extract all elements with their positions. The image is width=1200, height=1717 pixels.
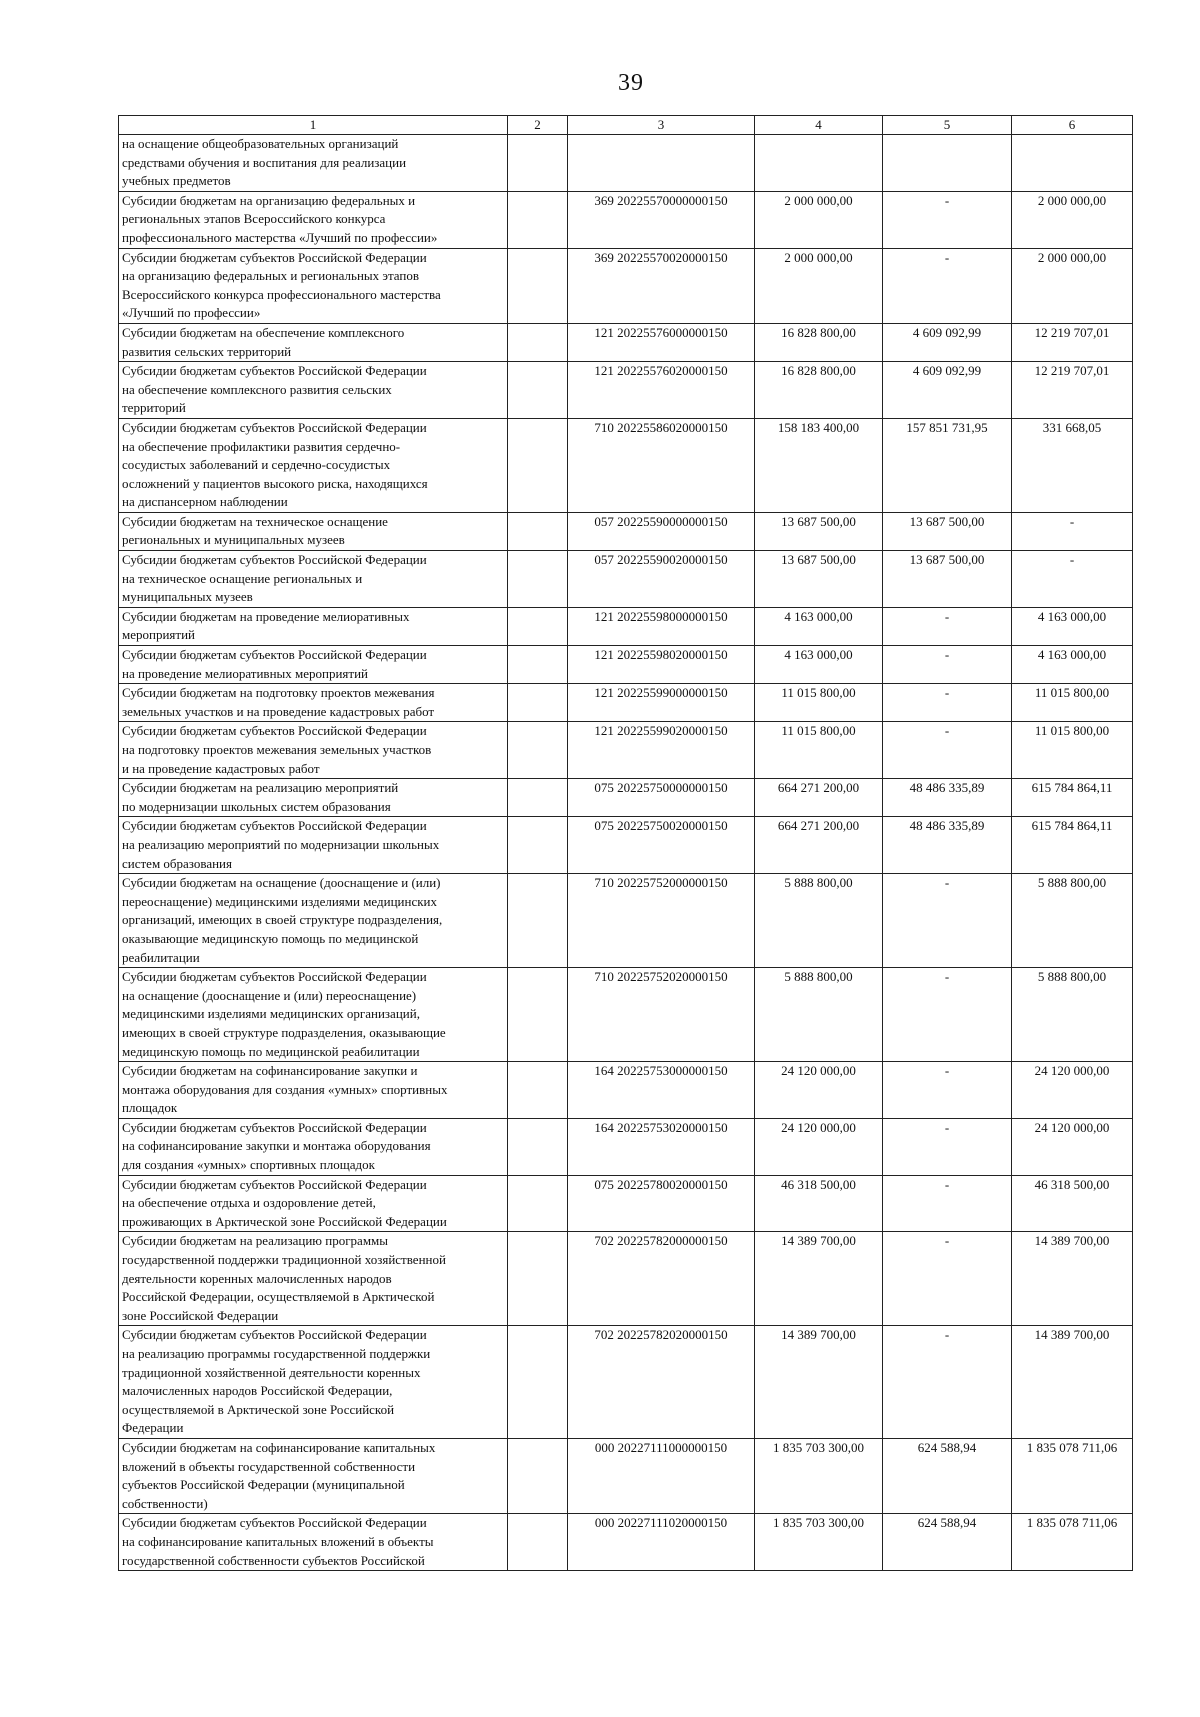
page-number: 39 [618, 70, 644, 96]
row-classification-code: 121 20225599020000150 [568, 722, 755, 779]
table-row [119, 1438, 1133, 1513]
description-line: на подготовку проектов межевания земельных участков [122, 742, 432, 757]
row-value-col4: 4 163 000,00 [755, 646, 883, 684]
table-row [119, 684, 1133, 722]
description-line: монтажа оборудования для создания «умных» спортивных [122, 1081, 448, 1097]
row-value-col4: 664 271 200,00 [755, 779, 883, 817]
description-line: региональных этапов Всероссийского конкурса [122, 211, 386, 227]
description-line: сосудистых заболеваний и сердечно-сосудистых [122, 457, 391, 473]
row-classification-code: 121 20225598000000150 [568, 607, 755, 645]
row-classification-code: 164 20225753020000150 [568, 1118, 755, 1175]
description-line: осуществляемой в Арктической зоне Российской [122, 1401, 395, 1417]
row-column-2 [508, 1232, 568, 1326]
description-line: на оснащение (дооснащение и (или) переоснащение) [122, 987, 417, 1003]
description-line: на оснащение общеобразовательных организаций [122, 136, 399, 151]
row-column-2 [508, 1062, 568, 1119]
table-row [119, 1062, 1133, 1119]
row-value-col4: 14 389 700,00 [755, 1232, 883, 1326]
row-column-2 [508, 1326, 568, 1439]
description-line: медицинскую помощь по медицинской реабилитации [122, 1043, 420, 1059]
row-classification-code: 000 20227111020000150 [568, 1514, 755, 1571]
description-line: Субсидии бюджетам субъектов Российской Федерации [122, 419, 427, 435]
row-description [119, 607, 508, 645]
table-row [119, 779, 1133, 817]
row-value-col4: 2 000 000,00 [755, 191, 883, 248]
description-line: Субсидии бюджетам субъектов Российской Федерации [122, 969, 427, 985]
table-row [119, 722, 1133, 779]
description-line: проживающих в Арктической зоне Российской Федерации [122, 1213, 447, 1229]
row-value-col5: 48 486 335,89 [883, 779, 1012, 817]
row-value-col6: 24 120 000,00 [1012, 1118, 1133, 1175]
description-line: Субсидии бюджетам субъектов Российской Федерации [122, 552, 427, 568]
description-line: Субсидии бюджетам на обеспечение комплексного [122, 324, 405, 340]
row-description [119, 1232, 508, 1326]
row-value-col6: 615 784 864,11 [1012, 817, 1133, 874]
description-line: медицинскими изделиями медицинских организаций, [122, 1006, 420, 1022]
description-line: Субсидии бюджетам на подготовку проектов межевания [122, 685, 435, 701]
row-value-col6: 2 000 000,00 [1012, 248, 1133, 323]
row-value-col6: 331 668,05 [1012, 418, 1133, 512]
description-line: государственной поддержки традиционной хозяйственной [122, 1252, 446, 1268]
description-line: Субсидии бюджетам на оснащение (дооснащение и (или) [122, 875, 441, 891]
description-line: на диспансерном наблюдении [122, 494, 288, 510]
row-value-col4: 13 687 500,00 [755, 512, 883, 550]
row-value-col5: - [883, 1175, 1012, 1232]
row-column-2 [508, 135, 568, 192]
row-classification-code: 121 20225599000000150 [568, 684, 755, 722]
description-line: традиционной хозяйственной деятельности коренных [122, 1364, 421, 1380]
row-value-col5: - [883, 968, 1012, 1062]
row-description [119, 191, 508, 248]
row-description [119, 874, 508, 968]
row-value-col6: 2 000 000,00 [1012, 191, 1133, 248]
row-value-col4: 24 120 000,00 [755, 1062, 883, 1119]
table-row [119, 551, 1133, 608]
row-classification-code: 710 20225586020000150 [568, 418, 755, 512]
description-line: и на проведение кадастровых работ [122, 760, 320, 776]
row-value-col4: 1 835 703 300,00 [755, 1438, 883, 1513]
description-line: на проведение мелиоративных мероприятий [122, 665, 368, 681]
row-value-col5: - [883, 646, 1012, 684]
row-classification-code: 121 20225598020000150 [568, 646, 755, 684]
row-value-col6: - [1012, 551, 1133, 608]
description-line: на реализацию программы государственной поддержки [122, 1346, 431, 1361]
row-classification-code: 369 20225570000000150 [568, 191, 755, 248]
column-header-1: 1 [119, 116, 508, 135]
description-line: систем образования [122, 855, 232, 871]
table-row [119, 646, 1133, 684]
row-value-col5: - [883, 684, 1012, 722]
description-line: для создания «умных» спортивных площадок [122, 1157, 375, 1173]
description-line: Субсидии бюджетам на организацию федеральных и [122, 192, 416, 208]
description-line: по модернизации школьных систем образования [122, 798, 391, 814]
row-value-col6: 4 163 000,00 [1012, 607, 1133, 645]
row-classification-code: 121 20225576000000150 [568, 323, 755, 361]
row-column-2 [508, 817, 568, 874]
row-value-col5 [883, 135, 1012, 192]
description-line: организаций, имеющих в своей структуре подразделения, [122, 912, 443, 928]
column-header-4: 4 [755, 116, 883, 135]
row-value-col5: - [883, 1062, 1012, 1119]
row-column-2 [508, 191, 568, 248]
table-row [119, 1326, 1133, 1439]
row-description [119, 512, 508, 550]
description-line: на организацию федеральных и региональных этапов [122, 268, 420, 284]
row-column-2 [508, 362, 568, 419]
row-classification-code: 121 20225576020000150 [568, 362, 755, 419]
row-value-col4: 2 000 000,00 [755, 248, 883, 323]
table-row [119, 362, 1133, 419]
description-line: осложнений у пациентов высокого риска, находящихся [122, 475, 428, 491]
description-line: Субсидии бюджетам субъектов Российской Федерации [122, 1119, 427, 1135]
row-value-col4: 5 888 800,00 [755, 968, 883, 1062]
row-value-col4: 14 389 700,00 [755, 1326, 883, 1439]
row-value-col5: - [883, 1326, 1012, 1439]
row-description [119, 968, 508, 1062]
row-column-2 [508, 1514, 568, 1571]
row-description [119, 1438, 508, 1513]
description-line: Всероссийского конкурса профессионального мастерства [122, 286, 441, 302]
row-column-2 [508, 684, 568, 722]
description-line: региональных и муниципальных музеев [122, 532, 345, 548]
description-line: Субсидии бюджетам субъектов Российской Федерации [122, 647, 427, 663]
row-column-2 [508, 1438, 568, 1513]
row-description [119, 1514, 508, 1571]
row-classification-code: 702 20225782000000150 [568, 1232, 755, 1326]
row-value-col5: - [883, 1232, 1012, 1326]
row-value-col5: 624 588,94 [883, 1514, 1012, 1571]
table-row [119, 135, 1133, 192]
row-value-col4: 16 828 800,00 [755, 323, 883, 361]
row-description [119, 323, 508, 361]
row-value-col6 [1012, 135, 1133, 192]
row-column-2 [508, 1175, 568, 1232]
description-line: на софинансирование капитальных вложений в объекты [122, 1533, 434, 1549]
description-line: средствами обучения и воспитания для реализации [122, 154, 407, 170]
description-line: учебных предметов [122, 173, 231, 189]
row-value-col5: - [883, 722, 1012, 779]
column-header-5: 5 [883, 116, 1012, 135]
row-value-col4: 11 015 800,00 [755, 684, 883, 722]
row-value-col6: 12 219 707,01 [1012, 323, 1133, 361]
row-classification-code: 710 20225752000000150 [568, 874, 755, 968]
row-value-col5: 4 609 092,99 [883, 323, 1012, 361]
row-value-col6: 1 835 078 711,06 [1012, 1438, 1133, 1513]
row-description [119, 1326, 508, 1439]
description-line: Субсидии бюджетам субъектов Российской Федерации [122, 818, 427, 834]
description-line: Субсидии бюджетам на техническое оснащение [122, 513, 388, 529]
row-value-col4: 158 183 400,00 [755, 418, 883, 512]
description-line: реабилитации [122, 949, 200, 965]
row-description [119, 684, 508, 722]
table-row [119, 607, 1133, 645]
description-line: зоне Российской Федерации [122, 1307, 279, 1323]
row-value-col5: 13 687 500,00 [883, 512, 1012, 550]
table-row [119, 968, 1133, 1062]
table-row [119, 512, 1133, 550]
description-line: Субсидии бюджетам на реализацию мероприятий [122, 780, 399, 796]
description-line: на обеспечение комплексного развития сельских [122, 381, 392, 397]
description-line: Субсидии бюджетам на софинансирование капитальных [122, 1439, 436, 1455]
row-value-col5: - [883, 607, 1012, 645]
row-classification-code: 075 20225750000000150 [568, 779, 755, 817]
row-column-2 [508, 874, 568, 968]
description-line: Субсидии бюджетам субъектов Российской Федерации [122, 1176, 427, 1192]
description-line: на реализацию мероприятий по модернизации школьных [122, 836, 440, 852]
row-value-col4: 5 888 800,00 [755, 874, 883, 968]
row-value-col4 [755, 135, 883, 192]
description-line: на софинансирование закупки и монтажа оборудования [122, 1138, 431, 1154]
table-row [119, 248, 1133, 323]
row-value-col4: 24 120 000,00 [755, 1118, 883, 1175]
row-column-2 [508, 1118, 568, 1175]
description-line: собственности) [122, 1495, 208, 1511]
description-line: имеющих в своей структуре подразделения, оказывающие [122, 1024, 446, 1040]
row-description [119, 362, 508, 419]
row-value-col6: 5 888 800,00 [1012, 968, 1133, 1062]
description-line: профессионального мастерства «Лучший по профессии» [122, 229, 438, 245]
row-value-col5: - [883, 248, 1012, 323]
row-value-col6: 11 015 800,00 [1012, 684, 1133, 722]
description-line: вложений в объекты государственной собственности [122, 1458, 416, 1474]
row-value-col4: 13 687 500,00 [755, 551, 883, 608]
row-description [119, 248, 508, 323]
description-line: Субсидии бюджетам субъектов Российской Федерации [122, 1327, 427, 1343]
row-description [119, 722, 508, 779]
row-column-2 [508, 607, 568, 645]
row-description [119, 817, 508, 874]
row-classification-code: 057 20225590000000150 [568, 512, 755, 550]
column-header-6: 6 [1012, 116, 1133, 135]
description-line: Субсидии бюджетам субъектов Российской Федерации [122, 1515, 427, 1531]
row-value-col6: 11 015 800,00 [1012, 722, 1133, 779]
row-column-2 [508, 323, 568, 361]
row-value-col6: 14 389 700,00 [1012, 1232, 1133, 1326]
row-description [119, 418, 508, 512]
row-value-col6: 14 389 700,00 [1012, 1326, 1133, 1439]
row-classification-code: 710 20225752020000150 [568, 968, 755, 1062]
row-classification-code: 000 20227111000000150 [568, 1438, 755, 1513]
row-description [119, 1118, 508, 1175]
row-value-col4: 1 835 703 300,00 [755, 1514, 883, 1571]
description-line: земельных участков и на проведение кадастровых работ [122, 703, 435, 719]
table-body [119, 135, 1133, 1571]
table-row [119, 323, 1133, 361]
description-line: субъектов Российской Федерации (муниципальной [122, 1477, 405, 1493]
row-classification-code: 702 20225782020000150 [568, 1326, 755, 1439]
description-line: Субсидии бюджетам субъектов Российской Федерации [122, 363, 427, 379]
row-value-col4: 11 015 800,00 [755, 722, 883, 779]
row-value-col6: 615 784 864,11 [1012, 779, 1133, 817]
row-value-col5: 157 851 731,95 [883, 418, 1012, 512]
row-value-col6: 24 120 000,00 [1012, 1062, 1133, 1119]
description-line: Субсидии бюджетам на софинансирование закупки и [122, 1063, 418, 1079]
description-line: переоснащение) медицинскими изделиями медицинских [122, 893, 438, 909]
table-row [119, 817, 1133, 874]
description-line: муниципальных музеев [122, 589, 253, 605]
description-line: мероприятий [122, 627, 195, 643]
row-column-2 [508, 646, 568, 684]
table-row [119, 418, 1133, 512]
row-column-2 [508, 418, 568, 512]
row-classification-code: 075 20225750020000150 [568, 817, 755, 874]
row-value-col4: 664 271 200,00 [755, 817, 883, 874]
description-line: малочисленных народов Российской Федерации, [122, 1383, 393, 1399]
row-column-2 [508, 248, 568, 323]
row-value-col6: 4 163 000,00 [1012, 646, 1133, 684]
row-value-col5: - [883, 1118, 1012, 1175]
description-line: площадок [122, 1100, 178, 1116]
row-description [119, 1062, 508, 1119]
row-value-col6: 46 318 500,00 [1012, 1175, 1133, 1232]
description-line: Субсидии бюджетам субъектов Российской Федерации [122, 249, 427, 265]
description-line: государственной собственности субъектов Российской [122, 1552, 425, 1568]
row-column-2 [508, 722, 568, 779]
row-description [119, 646, 508, 684]
row-value-col4: 16 828 800,00 [755, 362, 883, 419]
description-line: Субсидии бюджетам на проведение мелиоративных [122, 608, 410, 624]
row-value-col5: 624 588,94 [883, 1438, 1012, 1513]
row-classification-code: 075 20225780020000150 [568, 1175, 755, 1232]
description-line: на обеспечение отдыха и оздоровление детей, [122, 1195, 376, 1211]
row-description [119, 135, 508, 192]
table-row [119, 1232, 1133, 1326]
row-description [119, 551, 508, 608]
header-row [119, 116, 1133, 135]
row-description [119, 1175, 508, 1232]
column-header-3: 3 [568, 116, 755, 135]
column-header-2: 2 [508, 116, 568, 135]
row-value-col4: 4 163 000,00 [755, 607, 883, 645]
description-line: Федерации [122, 1420, 184, 1436]
row-value-col5: - [883, 191, 1012, 248]
description-line: оказывающие медицинскую помощь по медицинской [122, 930, 419, 946]
row-classification-code: 164 20225753000000150 [568, 1062, 755, 1119]
description-line: развития сельских территорий [122, 343, 292, 359]
row-value-col6: - [1012, 512, 1133, 550]
row-column-2 [508, 551, 568, 608]
description-line: «Лучший по профессии» [122, 305, 261, 321]
table-row [119, 1514, 1133, 1571]
table-row [119, 191, 1133, 248]
row-classification-code: 369 20225570020000150 [568, 248, 755, 323]
row-value-col6: 12 219 707,01 [1012, 362, 1133, 419]
table-row [119, 874, 1133, 968]
description-line: Субсидии бюджетам субъектов Российской Федерации [122, 723, 427, 739]
row-column-2 [508, 779, 568, 817]
description-line: территорий [122, 400, 186, 416]
row-column-2 [508, 968, 568, 1062]
description-line: на техническое оснащение региональных и [122, 570, 363, 586]
row-classification-code: 057 20225590020000150 [568, 551, 755, 608]
row-value-col4: 46 318 500,00 [755, 1175, 883, 1232]
row-value-col5: 4 609 092,99 [883, 362, 1012, 419]
table-row [119, 1175, 1133, 1232]
description-line: Российской Федерации, осуществляемой в Арктической [122, 1289, 435, 1305]
row-value-col5: 48 486 335,89 [883, 817, 1012, 874]
row-value-col5: 13 687 500,00 [883, 551, 1012, 608]
description-line: на обеспечение профилактики развития сердечно- [122, 438, 401, 454]
table-row [119, 1118, 1133, 1175]
row-value-col5: - [883, 874, 1012, 968]
row-column-2 [508, 512, 568, 550]
row-value-col6: 1 835 078 711,06 [1012, 1514, 1133, 1571]
description-line: деятельности коренных малочисленных народов [122, 1270, 392, 1286]
description-line: Субсидии бюджетам на реализацию программы [122, 1233, 389, 1249]
row-classification-code [568, 135, 755, 192]
budget-table [118, 115, 1133, 1571]
row-value-col6: 5 888 800,00 [1012, 874, 1133, 968]
row-description [119, 779, 508, 817]
